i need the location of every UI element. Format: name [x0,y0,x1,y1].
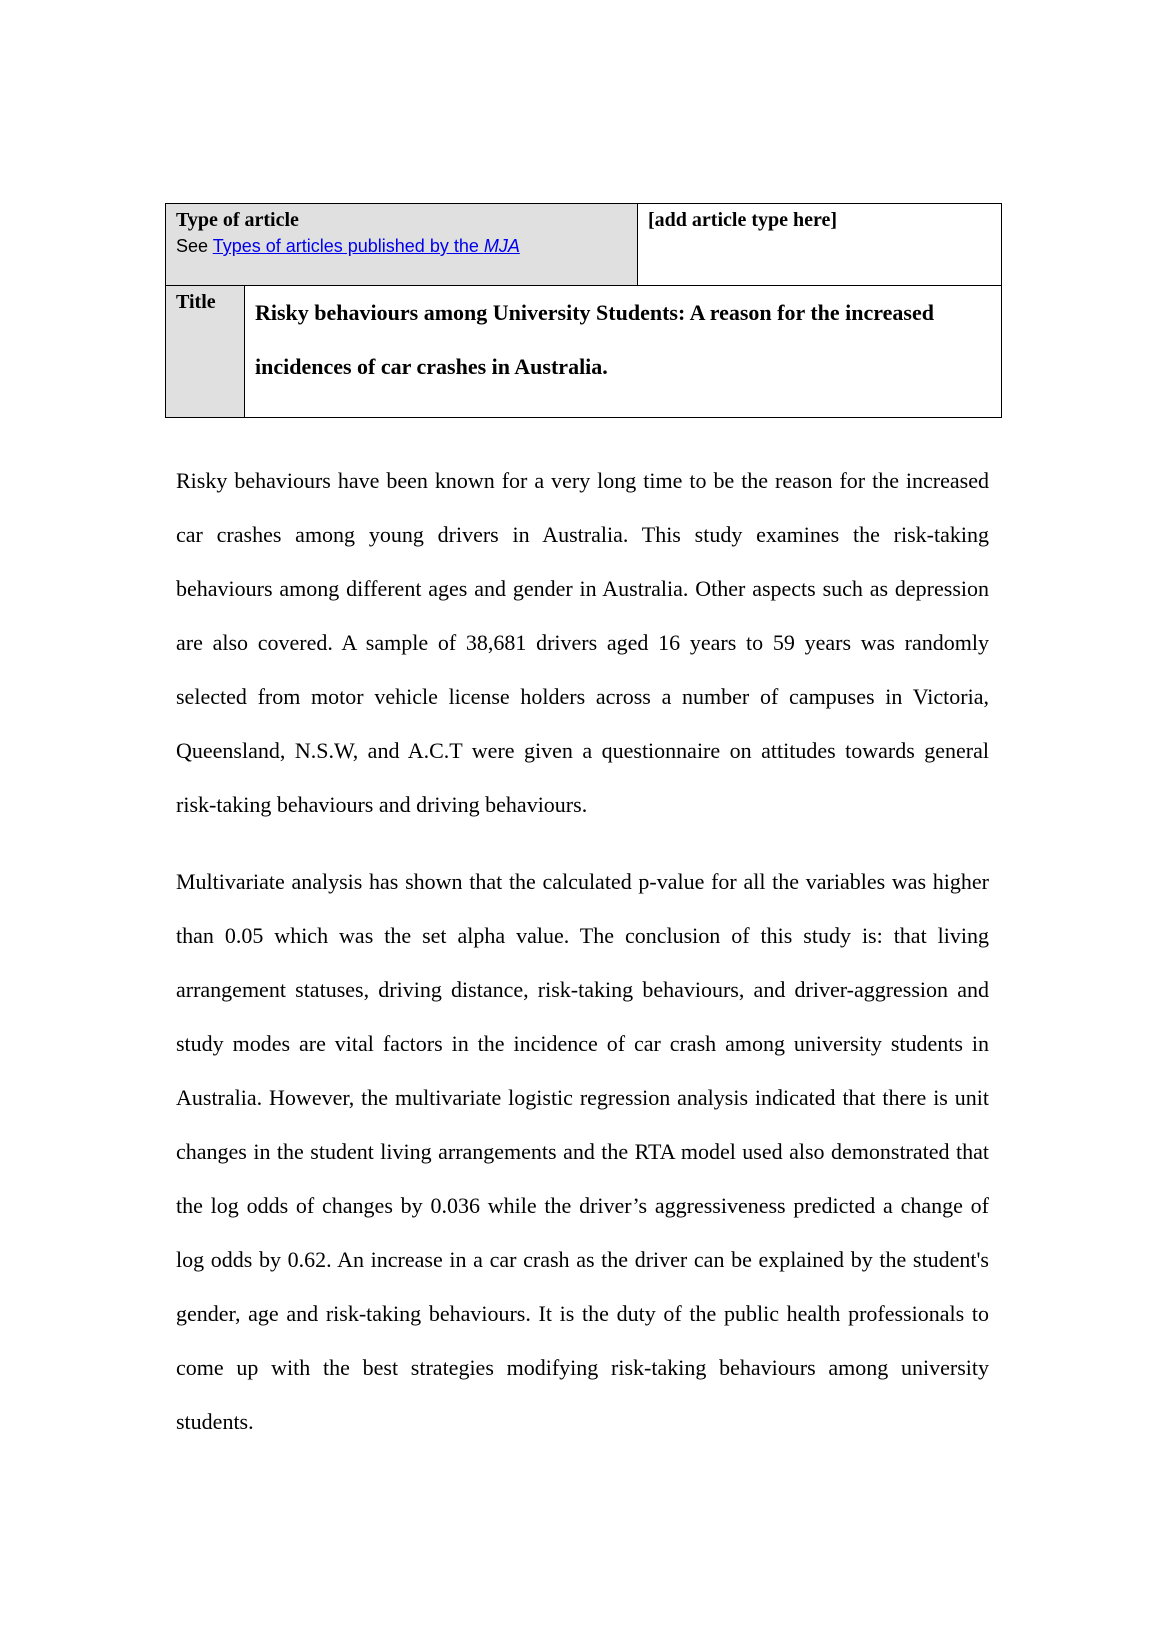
title-row [166,286,1002,418]
article-meta-table [165,203,1002,418]
article-types-link-text: Types of articles published by the [212,236,484,256]
article-type-heading: Type of article [176,209,299,231]
body-paragraph-1-block [176,454,989,832]
title-label: Title [176,291,216,313]
article-type-placeholder: [add article type here] [648,209,838,231]
title-value-cell [245,286,1002,418]
article-type-hint [176,233,627,259]
title-label-cell [166,286,245,418]
body-paragraph-2-block [176,855,989,1449]
article-types-link[interactable] [213,236,520,256]
article-type-value-cell [638,204,1002,286]
article-type-label-cell [166,204,638,286]
body-paragraph-1: Risky behaviours have been known for a very long time to be the reason for the increased car crashes among young drivers in Australia. This study examines the risk-taking behaviours among different ages and gender in Australia. Other aspects such as depression are also covered. A sample of 38,681 drivers aged 16 years to 59 years was randomly selected from motor vehicle license holders across a number of campuses in Victoria, Queensland, N.S.W, and A.C.T were given a questionnaire on attitudes towards general risk-taking behaviours and driving behaviours. [176,468,989,817]
article-title: Risky behaviours among University Students: A reason for the increased incidences of car crashes in Australia. [255,300,934,379]
body-paragraph-2: Multivariate analysis has shown that the calculated p-value for all the variables was higher than 0.05 which was the set alpha value. The conclusion of this study is: that living arrangement statuses, driving distance, risk-taking behaviours, and driver-aggression and study modes are vital factors in the incidence of car crash among university students in Australia. However, the multivariate logistic regression analysis indicated that there is unit changes in the student living arrangements and the RTA model used also demonstrated that the log odds of changes by 0.036 while the driver’s aggressiveness predicted a change of log odds by 0.62. An increase in a car crash as the driver can be explained by the student's gender, age and risk-taking behaviours. It is the duty of the public health professionals to come up with the best strategies modifying risk-taking behaviours among university students. [176,869,989,1434]
article-types-link-journal: MJA [483,236,520,256]
see-prefix: See [176,236,213,256]
article-type-row [166,204,1002,286]
